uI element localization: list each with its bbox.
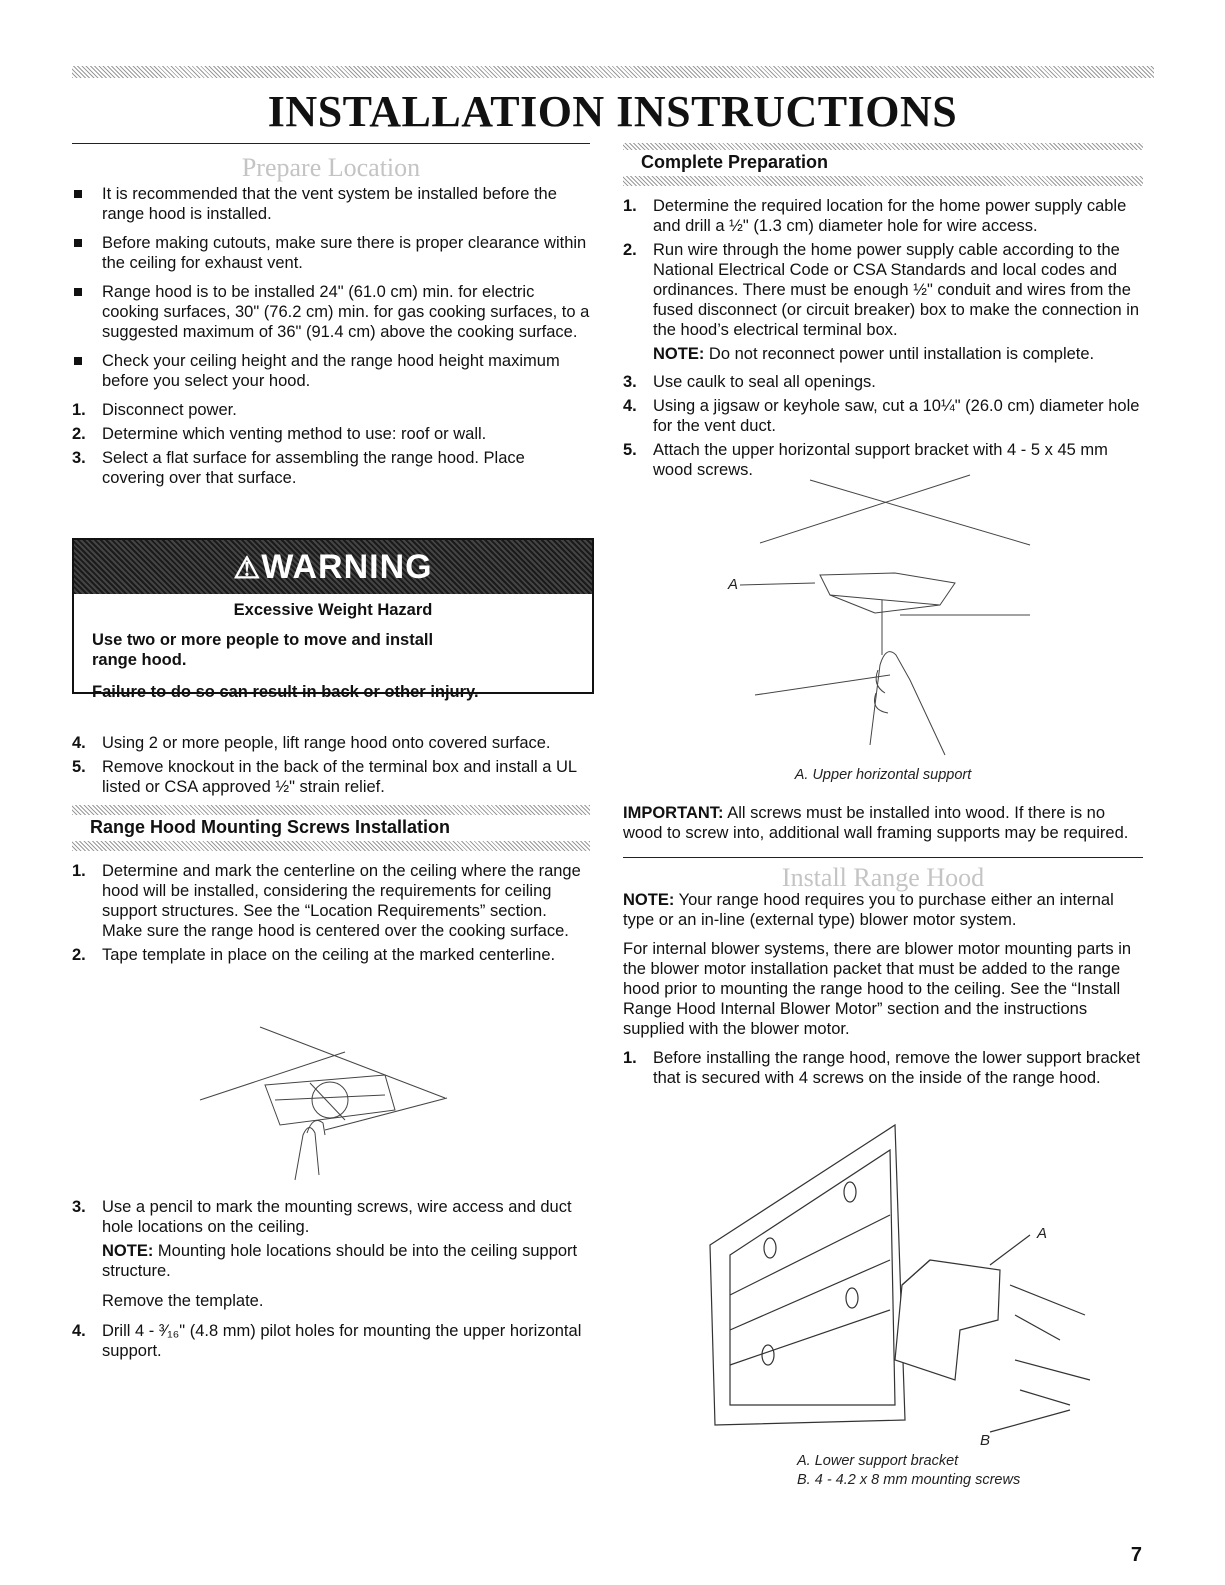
- step-item: 2. Tape template in place on the ceiling at the marked centerline.: [72, 946, 556, 964]
- step-item: 4. Using a jigsaw or keyhole saw, cut a 10¼" (26.0 cm) diameter hole for the vent duct.: [623, 397, 1140, 435]
- upper-support-caption: A. Upper horizontal support: [794, 767, 972, 783]
- warning-instruction: Use two or more people to move and install range hood.: [92, 631, 434, 669]
- bullet-item: Before making cutouts, make sure there is proper clearance within the ceiling for exhaust vent.: [72, 233, 590, 273]
- note-paragraph: NOTE: Your range hood requires you to purchase either an internal type or an in-line (external type) blower motor system.: [623, 891, 1114, 929]
- prepare-location-heading: Prepare Location: [241, 153, 421, 182]
- step-item: 4. Using 2 or more people, lift range hood onto covered surface.: [72, 734, 551, 752]
- warning-triangle-icon: ⚠: [233, 552, 262, 585]
- subheading-rule: [623, 143, 1143, 150]
- left-column: [72, 143, 590, 492]
- subheading-rule: [72, 805, 590, 815]
- page-title: INSTALLATION INSTRUCTIONS: [267, 87, 958, 136]
- left-column-bottom: [72, 1197, 590, 1365]
- bullet-item: Range hood is to be installed 24" (61.0 cm) min. for electric cooking surfaces, 30" (76.2 cm) min. for gas cooking surfaces, to a suggested maximum of 36" (91.4 cm) above the cooking surface.: [72, 282, 590, 342]
- subheading-rule: [623, 176, 1143, 186]
- bullet-item: It is recommended that the vent system be installed before the range hood is installed.: [72, 184, 590, 224]
- figure-label-a: A: [728, 576, 739, 593]
- step-item: 2. Run wire through the home power supply cable according to the National Electrical Code or CSA Standards and local codes and ordinances. There must be enough ½" conduit and wires from the fused disconnect (or circuit breaker) box to make the connection in the hood’s electrical terminal box.: [623, 241, 1140, 339]
- step-item: 1. Disconnect power.: [72, 401, 237, 419]
- step-item: 3. Use caulk to seal all openings.: [623, 373, 876, 391]
- step-item: 5. Attach the upper horizontal support bracket with 4 - 5 x 45 mm wood screws.: [623, 441, 1108, 479]
- warning-box: [72, 538, 594, 701]
- caption-line: B. 4 - 4.2 x 8 mm mounting screws: [797, 1472, 1021, 1488]
- upper-support-figure: [700, 465, 1060, 765]
- figure-label-a: A: [1037, 1225, 1048, 1242]
- header-rule: [72, 66, 1154, 78]
- range-hood-caption: [797, 1452, 1020, 1490]
- hazard-title: Excessive Weight Hazard: [233, 601, 433, 619]
- step-item: 1. Before installing the range hood, remove the lower support bracket that is secured with 4 screws on the inside of the range hood.: [623, 1049, 1141, 1087]
- warning-header: ⚠WARNING: [74, 540, 592, 594]
- template-figure: [195, 1025, 455, 1185]
- mounting-heading: Range Hood Mounting Screws Installation: [90, 817, 451, 837]
- complete-preparation-heading: Complete Preparation: [641, 152, 829, 172]
- figure-label-b: B: [980, 1432, 991, 1449]
- step-item: 3. Use a pencil to mark the mounting screws, wire access and duct hole locations on the ceiling.: [72, 1198, 572, 1236]
- range-hood-figure: [690, 1120, 1110, 1450]
- note-paragraph: NOTE: Do not reconnect power until installation is complete.: [653, 345, 1095, 363]
- step-item: 2. Determine which venting method to use: roof or wall.: [72, 425, 487, 443]
- left-column-lower: [72, 733, 590, 969]
- warning-consequence: Failure to do so can result in back or other injury.: [92, 683, 479, 701]
- section-rule: [623, 857, 1143, 858]
- section-rule: [72, 143, 590, 144]
- step-item: 1. Determine and mark the centerline on the ceiling where the range hood will be installed, considering the requirements for ceiling support structures. See the “Location Requirements” section. Make sure the range hood is centered over the cooking surface.: [72, 862, 581, 940]
- step-item: 4. Drill 4 - ³⁄₁₆" (4.8 mm) pilot holes for mounting the upper horizontal support.: [72, 1322, 582, 1360]
- right-column: [623, 143, 1143, 484]
- note-paragraph: NOTE: Mounting hole locations should be into the ceiling support structure.: [102, 1242, 578, 1280]
- bullet-item: Check your ceiling height and the range hood height maximum before you select your hood.: [72, 351, 590, 391]
- right-column-middle: [623, 803, 1143, 1092]
- step-item: 1. Determine the required location for the home power supply cable and drill a ½" (1.3 cm) diameter hole for wire access.: [623, 197, 1127, 235]
- instruction-paragraph: Remove the template.: [102, 1292, 264, 1310]
- caption-line: A. Lower support bracket: [797, 1453, 959, 1469]
- instruction-paragraph: For internal blower systems, there are blower motor mounting parts in the blower motor installation packet that must be added to the range hood prior to mounting the range hood to the ceiling. See the “Install Range Hood Internal Blower Motor” section and the instructions supplied with the blower motor.: [623, 940, 1132, 1038]
- subheading-rule: [72, 841, 590, 851]
- important-paragraph: IMPORTANT: All screws must be installed into wood. If there is no wood to screw into, additional wall framing supports may be required.: [623, 804, 1129, 842]
- install-range-hood-heading: Install Range Hood: [781, 863, 985, 892]
- page-number: 7: [1130, 1544, 1142, 1566]
- step-item: 5. Remove knockout in the back of the terminal box and install a UL listed or CSA approved ½" strain relief.: [72, 758, 577, 796]
- step-item: 3. Select a flat surface for assembling the range hood. Place covering over that surface.: [72, 449, 525, 487]
